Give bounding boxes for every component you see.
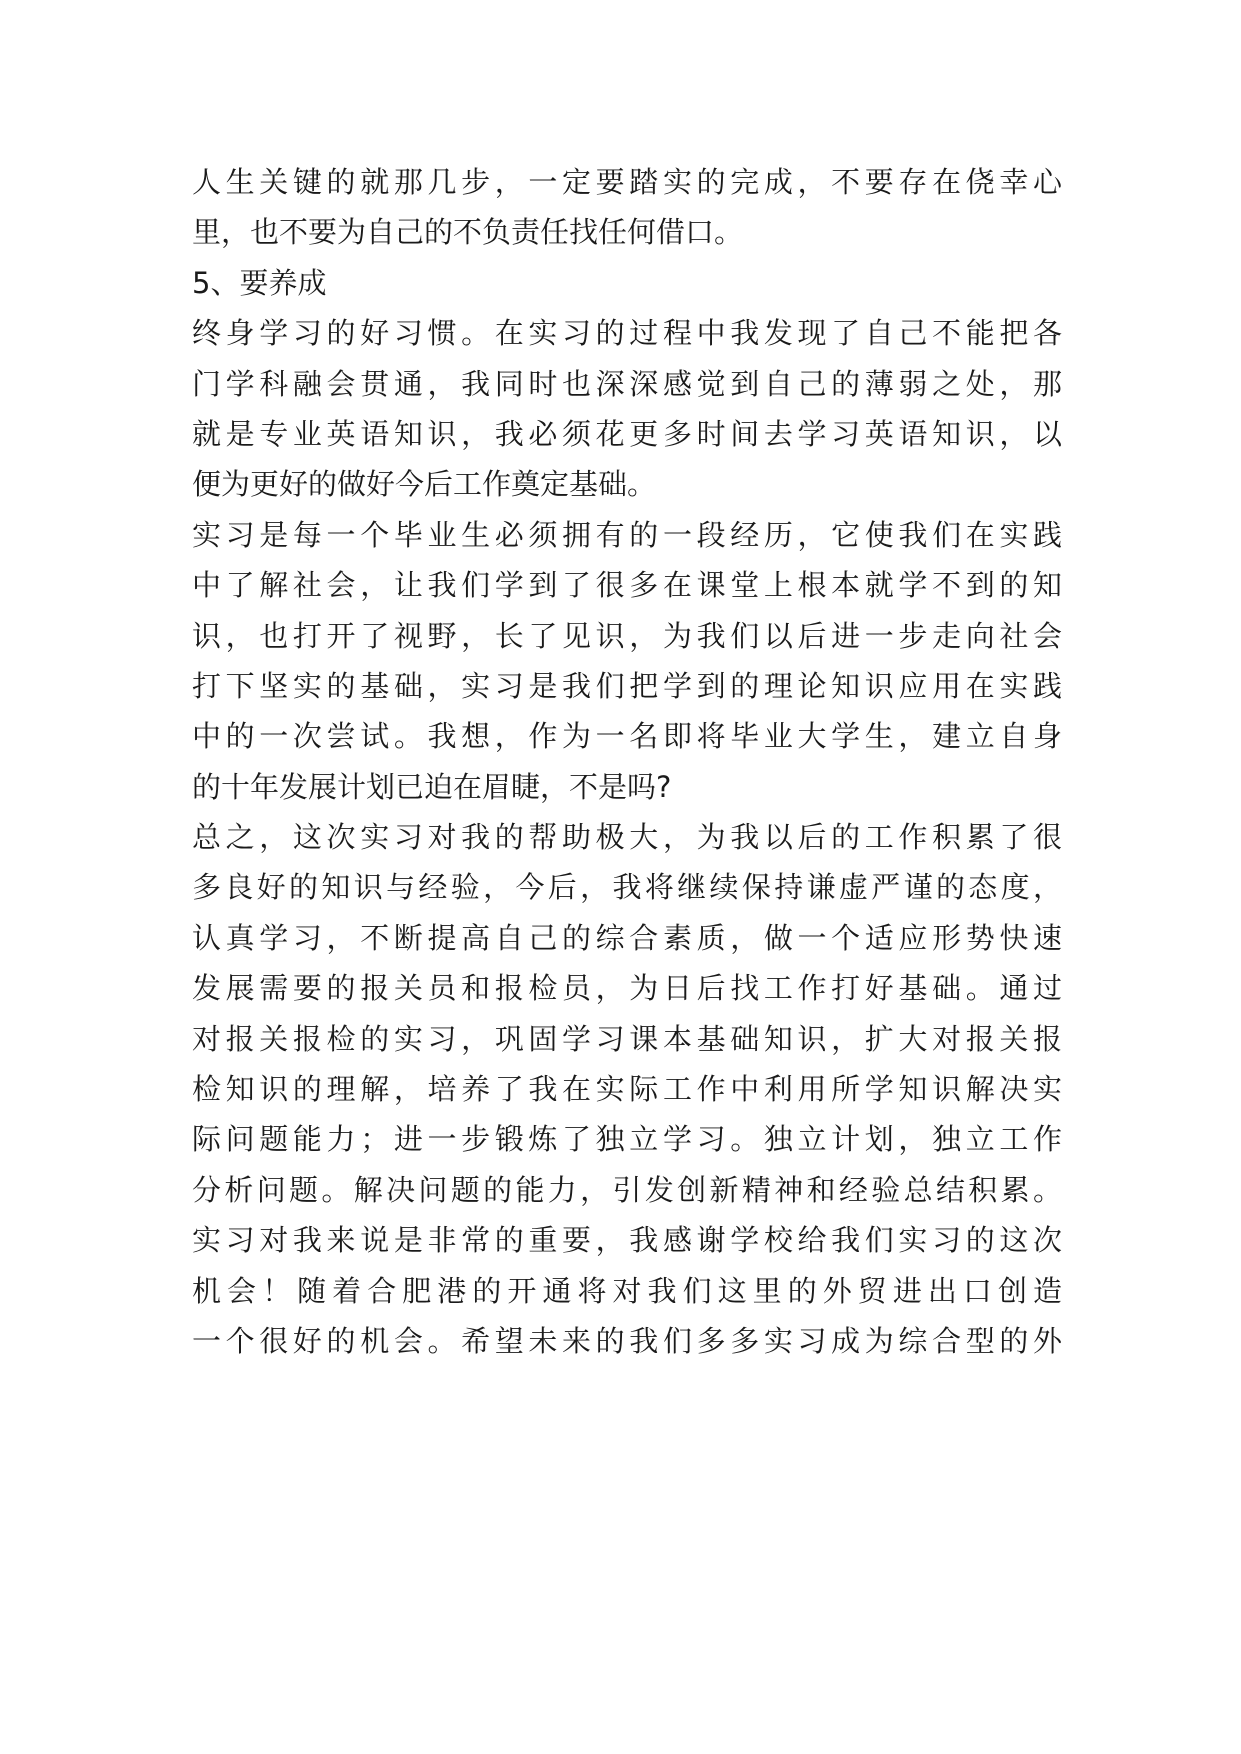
text-line: 一个很好的机会。希望未来的我们多多实习成为综合型的外	[192, 1323, 1062, 1358]
text-line: 打下坚实的基础，实习是我们把学到的理论知识应用在实践	[192, 668, 1062, 703]
text-line: 发展需要的报关员和报检员，为日后找工作打好基础。通过	[192, 971, 1062, 1006]
text-line: 中了解社会，让我们学到了很多在课堂上根本就学不到的知	[192, 568, 1062, 603]
text-line: 终身学习的好习惯。在实习的过程中我发现了自己不能把各	[192, 316, 1062, 351]
text-line: 对报关报检的实习，巩固学习课本基础知识，扩大对报关报	[192, 1021, 1062, 1056]
text-line: 人生关键的就那几步，一定要踏实的完成，不要存在侥幸心	[192, 165, 1062, 199]
text-line: 检知识的理解，培养了我在实际工作中利用所学知识解决实	[192, 1072, 1062, 1107]
text-line: 中的一次尝试。我想，作为一名即将毕业大学生，建立自身	[192, 719, 1062, 754]
text-line: 机会！随着合肥港的开通将对我们这里的外贸进出口创造	[192, 1273, 1062, 1308]
text-line: 5、要养成	[192, 265, 327, 300]
text-line: 认真学习，不断提高自己的综合素质，做一个适应形势快速	[192, 920, 1062, 955]
text-line: 多良好的知识与经验，今后，我将继续保持谦虚严谨的态度，	[192, 870, 1062, 905]
text-line: 分析问题。解决问题的能力，引发创新精神和经验总结积累。	[192, 1172, 1062, 1207]
text-line: 里，也不要为自己的不负责任找任何借口。	[192, 215, 744, 250]
text-line: 就是专业英语知识，我必须花更多时间去学习英语知识，以	[192, 416, 1062, 451]
text-line: 实习对我来说是非常的重要，我感谢学校给我们实习的这次	[192, 1223, 1062, 1258]
text-line: 门学科融会贯通，我同时也深深感觉到自己的薄弱之处，那	[192, 366, 1062, 401]
text-line: 际问题能力；进一步锻炼了独立学习。独立计划，独立工作	[192, 1122, 1062, 1157]
text-line: 便为更好的做好今后工作奠定基础。	[192, 467, 657, 502]
text-line: 识，也打开了视野，长了见识，为我们以后进一步走向社会	[192, 618, 1062, 653]
text-line: 总之，这次实习对我的帮助极大，为我以后的工作积累了很	[192, 820, 1062, 855]
text-line: 实习是每一个毕业生必须拥有的一段经历，它使我们在实践	[192, 517, 1062, 552]
text-line: 的十年发展计划已迫在眉睫，不是吗?	[192, 769, 672, 804]
body-text	[192, 157, 1062, 1366]
